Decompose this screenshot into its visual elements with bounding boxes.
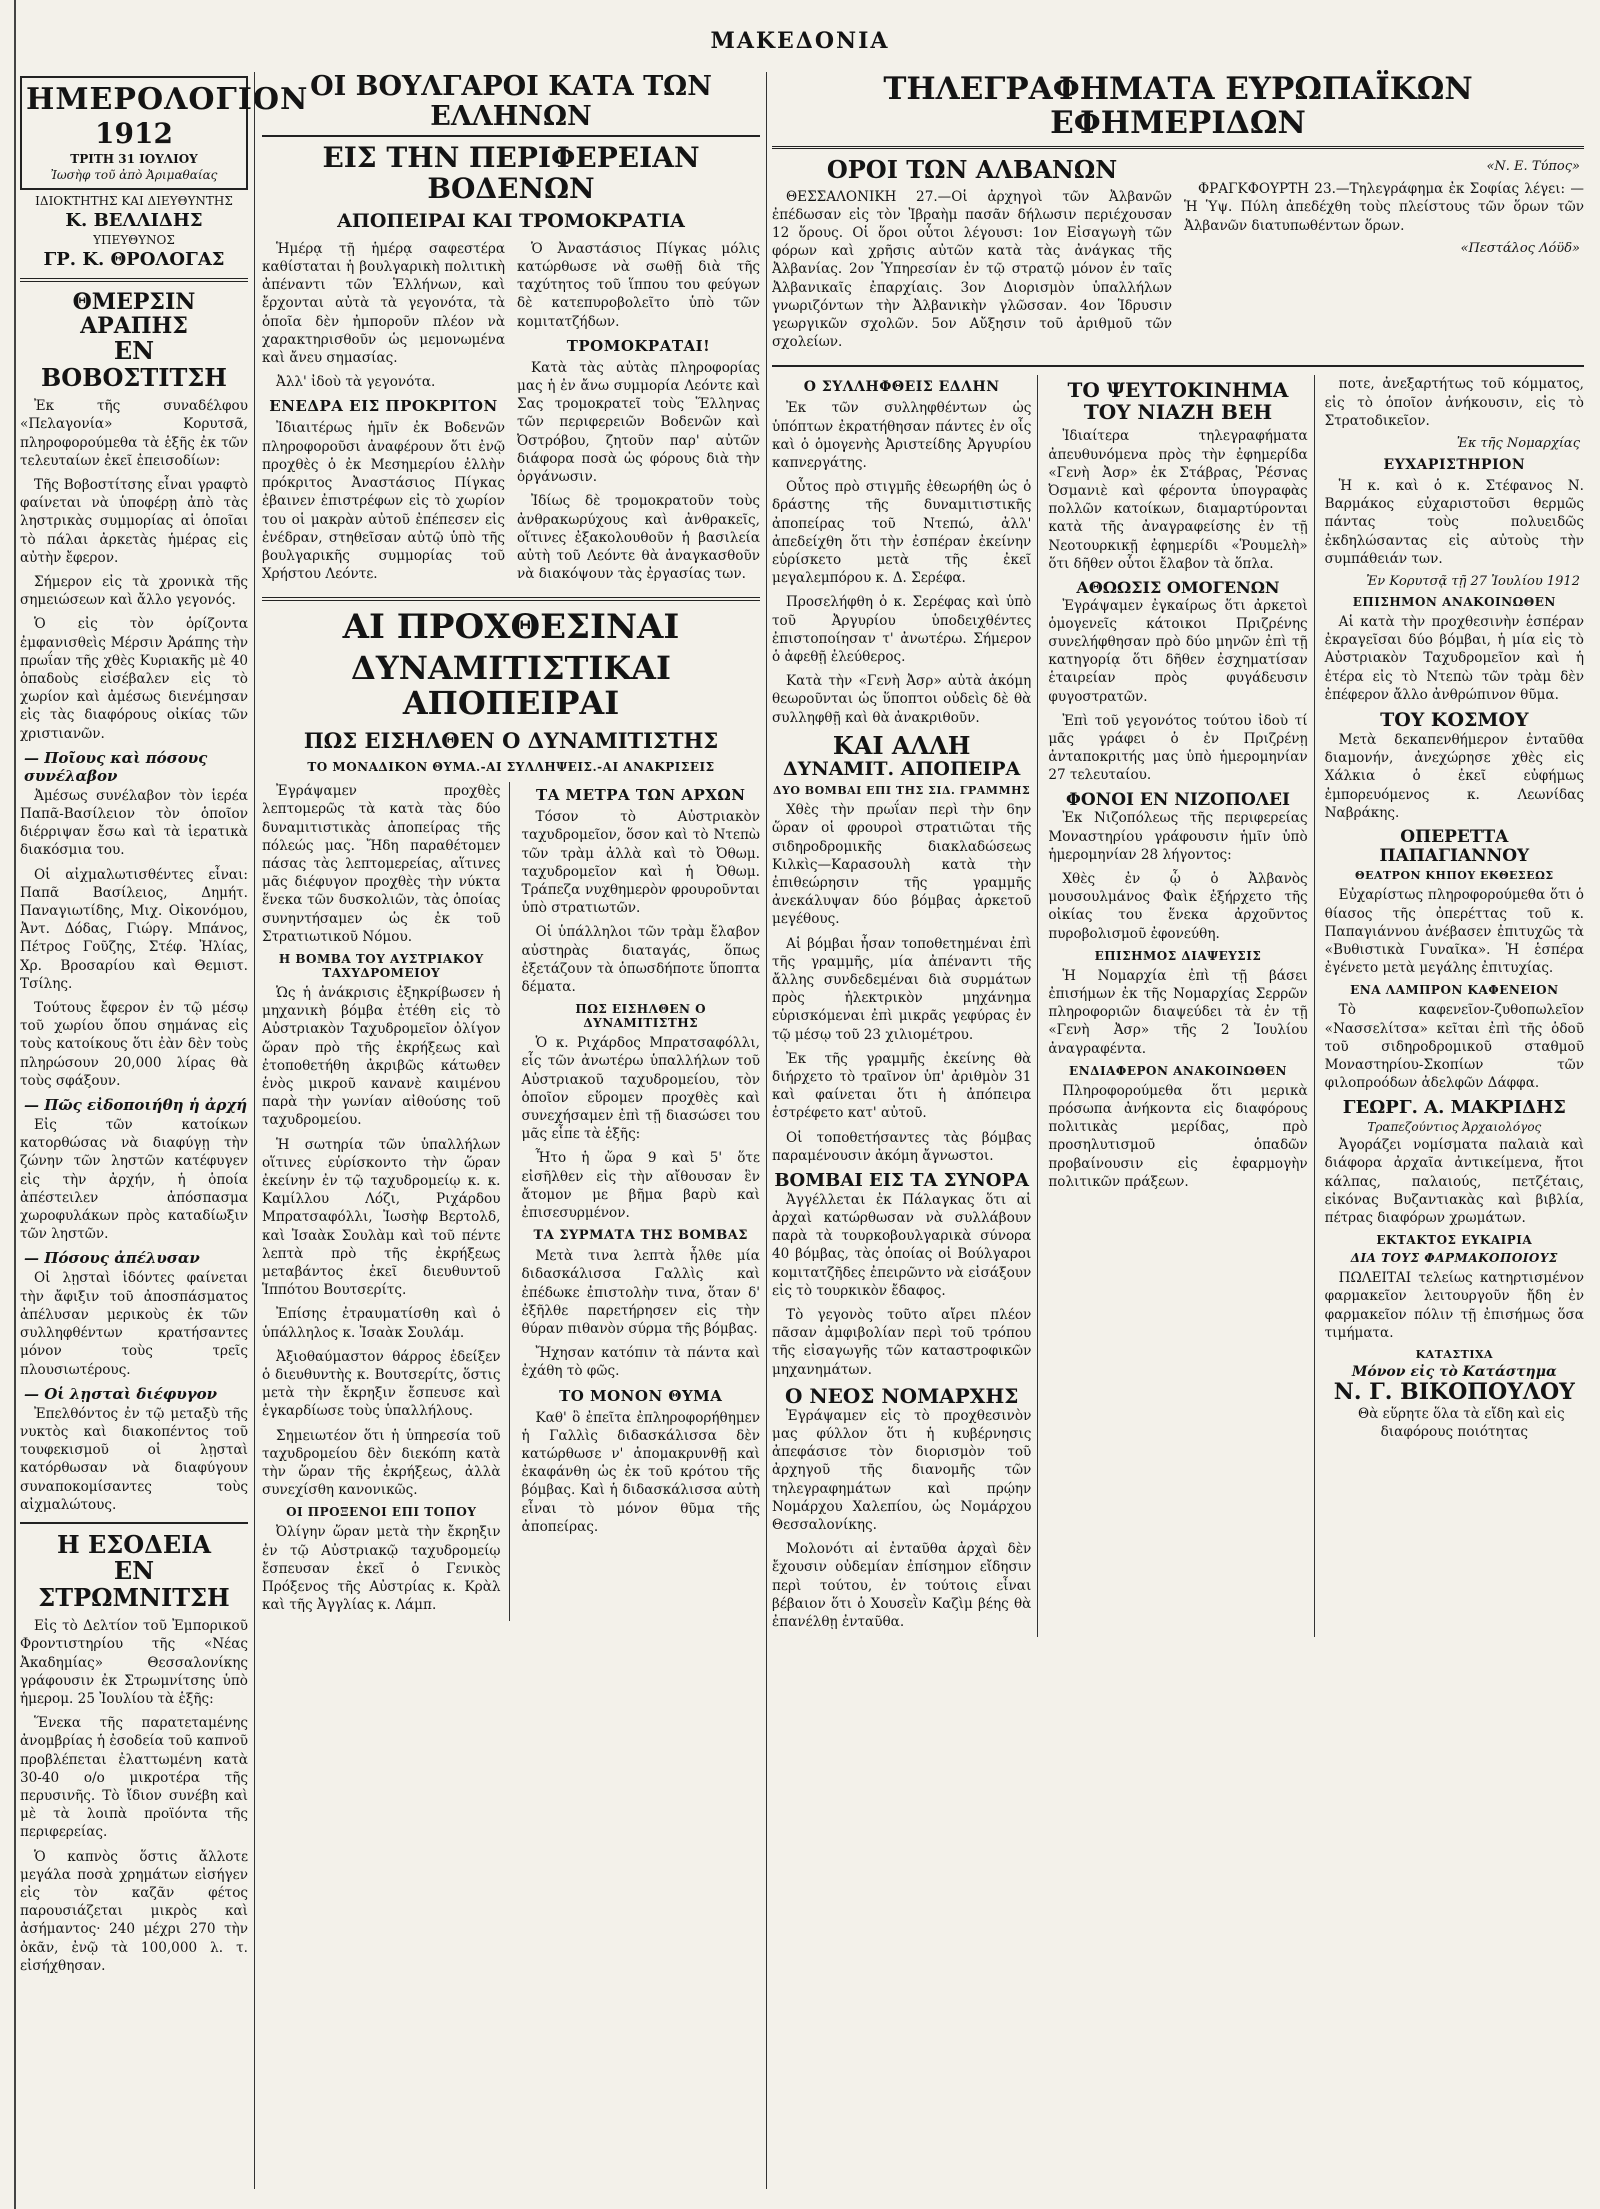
paragraph: Θὰ εὕρητε ὅλα τὰ εἴδη καὶ εἰς διαφόρους ποιότητας [1358,1405,1565,1440]
paragraph: Ὁ κ. Ριχάρδος Μπρατσαφόλλι, εἷς τῶν ἀνωτέρω ὑπαλλήλων τοῦ Αὐστριακοῦ ταχυδρομείου, τὸν ὁποῖον εὕρομεν προχθὲς καὶ συνεχήσαμεν ἐπὶ τῇ διασώσει του μᾶς εἶπε τὰ ἑξῆς: [521,1035,760,1143]
paragraph: Ἡμέρᾳ τῇ ἡμέρᾳ σαφεστέρα καθίσταται ἡ βουλγαρικὴ πολιτικὴ ἀπέναντι τῶν Ἑλλήνων, καὶ ἔρχονται αὐτὰ τὰ γεγονότα, τὰ ὁποῖα δὲν ἠμποροῦν πλέον νὰ χαρακτηρισθοῦν ὡς μεμονωμένα καὶ ἄνευ σημασίας. [262,240,505,367]
article-deck: ΔΥΟ ΒΟΜΒΑΙ ΕΠΙ ΤΗΣ ΣΙΔ. ΓΡΑΜΜΗΣ [772,784,1031,798]
section-heading: ΒΟΜΒΑΙ ΕΙΣ ΤΑ ΣΥΝΟΡΑ [774,1170,1029,1191]
subcolumn [1048,375,1314,1637]
editor-label: ΥΠΕΥΘΥΝΟΣ [93,233,175,247]
paragraph: Ἦτο ἡ ὥρα 9 καὶ 5' ὅτε εἰσῆλθεν εἰς τὴν αἴθουσαν ἓν ἄτομον με βῆμα βαρὺ καὶ ἐπισεσυρμένον. [521,1150,760,1222]
advert-heading: ΓΕΩΡΓ. Α. ΜΑΚΡΙΔΗΣ [1342,1097,1566,1119]
calendar-date: ΤΡΙΤΗ 31 ΙΟΥΛΙΟΥ [70,152,198,166]
paragraph: Μολονότι αἱ ἐνταῦθα ἀρχαὶ δὲν ἔχουσιν οὐδεμίαν ἐπίσημον εἴδησιν περὶ τούτου, ἐν τούτοις εἶναι βέβαιον ὅτι ὁ Χουσεῒν Καζὶμ βέης θὰ ἐπανέλθῃ ἐνταῦθα. [772,1541,1032,1631]
paragraph: Ἰδιαιτέρως ἡμῖν ἐκ Βοδενῶν πληροφοροῦσι ἀναφέρουν ὅτι ἐνῷ προχθὲς ὁ ἐκ Μεσημερίου ἐλλὴν πρόκριτος Ἀναστάσιος Πίγκας ἐβαινεν ἐπιστρέφων εἰς τὸ χωρίον του οἱ μακρὰν αὐτοῦ ἐπέπεσεν εἰς ἐνέδραν, στηθεῖσαν αὐτῷ ὑπὸ τῆς βουλγαρικῆς συμμορίας τοῦ Χρήστου Λεόντε. [262,420,505,583]
paragraph: Ἤχησαν κατόπιν τὰ πάντα καὶ ἐχάθη τὸ φῶς. [521,1345,760,1380]
article-headline: ΑΙ ΠΡΟΧΘΕΣΙΝΑΙ [342,607,680,648]
paragraph: Ἐκ Νιζοπόλεως τῆς περιφερείας Μοναστηρίου γράφουσιν ἡμῖν ὑπὸ ἡμερομηνίαν 28 λήγοντος: [1048,810,1308,863]
section-heading: ΕΝΕΔΡΑ ΕΙΣ ΠΡΟΚΡΙΤΟΝ [269,397,498,416]
paragraph: Κατὰ τὴν «Γενὴ Ἀσρ» αὐτὰ ἀκόμη θεωροῦνται ὡς ὕποπτοι οὐδεὶς δὲ θὰ συλληφθῇ καὶ θὰ ἀνακριθοῦν. [772,673,1032,726]
paragraph: Ἀγοράζει νομίσματα παλαιὰ καὶ διάφορα ἀρχαῖα ἀντικείμενα, ἤτοι κάλπας, παλαιούς, πετζέταις, εἰκόνας Βυζαντιακὰς καὶ βιβλία, πέτρας διαφόρων χρωμάτων. [1324,1137,1584,1226]
article-subheadline: ΑΠΟΠΕΙΡΑΙ ΚΑΙ ΤΡΟΜΟΚΡΑΤΙΑ [337,209,685,232]
editor-name: ΓΡ. Κ. ΘΡΟΛΟΓΑΣ [43,249,225,270]
paragraph: Τὸ καφενεῖον-ζυθοπωλεῖον «Νασσελίτσα» κεῖται ἐπὶ τῆς ὁδοῦ τοῦ σιδηροδρομικοῦ σταθμοῦ Μοναστηρίου-Σκοπίων τῶν φιλοπροόδων ἀδελφῶν Δάφφα. [1324,1002,1584,1092]
paragraph: Ἡ Νομαρχία ἐπὶ τῇ βάσει ἐπισήμων ἐκ τῆς Νομαρχίας Σερρῶν πληροφοριῶν διαψεύδει τὰ ἐν τῇ «Γενὴ Ἀσρ» τῆς 2 Ἰουλίου ἀναγραφέντα. [1048,967,1308,1057]
paragraph: Εὐχαρίστως πληροφορούμεθα ὅτι ὁ θίασος τῆς ὀπερέττας τοῦ κ. Παπαγιάννου ἀνέβασεν ἐπιτυχῶς τὰ «Βυθιστικὰ Γυναῖκα». Ἡ ἑσπέρα ἐγένετο μετὰ μεγάλης ἐπιτυχίας. [1324,887,1584,977]
paragraph: Ἐγράψαμεν προχθὲς λεπτομερῶς τὰ κατὰ τὰς δύο δυναμιτιστικὰς ἀποπείρας τῆς πόλεώς μας. Ἤδη παραθέτομεν πάσας τὰς λεπτομερείας, αἵτινες μᾶς διέφυγον προχθὲς τὴν νύκτα ἕνεκα τῶν δυσκολιῶν, τὰς ὁποίας συνηντήσαμεν ὡς ἐκ τοῦ Στρατιωτικοῦ Νόμου. [262,783,501,945]
calendar-box [20,76,309,190]
paragraph: Εἰς τῶν κατοίκων κατορθώσας νὰ διαφύγῃ τὴν ζώνην τῶν ληστῶν κατέφυγεν εἰς τὴν ἀρχήν, ἡ ὁποία ἀπέστειλεν ἀπόσπασμα χωροφυλάκων πρὸς καταδίωξιν τῶν ληστῶν. [20,1117,248,1243]
divider [262,597,760,601]
section-heading: ΕΠΙΣΗΜΟΝ ΑΝΑΚΟΙΝΩΘΕΝ [1352,595,1556,610]
paragraph: Ἀξιοθαύμαστον θάρρος ἐδείξεν ὁ διευθυντὴς κ. Βουτσερίτς, ὅστις μετὰ τὴν ἔκρηξιν ἔσπευσε καὶ ἐγκαρδίωσε τοὺς ὑπαλλήλους. [262,1348,501,1420]
page-edge [0,0,16,2209]
paragraph: Οἱ τοποθετήσαντες τὰς βόμβας παραμένουσιν ἀκόμη ἄγνωστοι. [772,1129,1032,1164]
paragraph: Τόσον τὸ Αὐστριακὸν ταχυδρομεῖον, ὅσον καὶ τὸ Ντεπὼ τῶν τρὰμ ἀλλὰ καὶ τὸ Ὀθωμ. ταχυδρομεῖον καὶ ἡ Ὀθωμ. Τράπεζα νυχθημερὸν φρουροῦνται ὑπὸ στρατιωτῶν. [521,809,760,917]
divider [20,1522,248,1524]
source-signature: «Ν. Ε. Τύπος» [1486,159,1580,175]
paragraph: ΘΕΣΣΑΛΟΝΙΚΗ 27.—Οἱ ἀρχηγοὶ τῶν Ἀλβανῶν ἐπέδωσαν εἰς τὸν Ἰβραὴμ πασᾶν δήλωσιν περιέχουσαν 12 ὅρους. Οἱ ὅροι οὗτοι λέγουσι: 1ον Εἰσαγωγὴ τῶν φόρων καὶ χρῆσις αὐτῶν κατὰ τὰς ἀνάγκας τῆς Ἀλβανίας. 2ον Ὑπηρεσίαν ἐν τῷ στρατῷ μόνον ἐν ταῖς Ἀλβανικαῖς ἐπαρχίαις. 3ον Διορισμὸν ὑπαλλήλων γνωριζόντων τὴν Ἀλβανικὴν γλῶσσαν. 4ον Ἱδρυσιν γεωργικῶν σχολῶν. 5ον Αὔξησιν τοῦ ἀριθμοῦ τῶν σχολείων. [772,188,1172,351]
article-subheadline: ΔΥΝΑΜΙΤ. ΑΠΟΠΕΙΡΑ [783,758,1021,781]
two-column-block [262,782,760,1620]
paragraph: Τῆς Βοβοστίτσης εἶναι γραφτὸ φαίνεται νὰ ὑποφέρῃ ἀπὸ τὰς ληστρικὰς συμμορίας αἱ ὁποῖαι τὸ πάλαι ἀρκετὰς ἡμέρας εἰς αὐτὴν ἔφερον. [20,476,248,566]
lower-columns [772,375,1584,1637]
section-subhead: — Ποῖους καὶ πόσους συνέλαβον [24,748,208,785]
section-subheading: ΘΕΑΤΡΟΝ ΚΗΠΟΥ ΕΚΘΕΣΕΩΣ [1354,869,1554,883]
article-subheadline: ΕΙΣ ΤΗΝ ΠΕΡΙΦΕΡΕΙΑΝ ΒΟΔΕΝΩΝ [322,141,700,206]
calendar-saint: Ἰωσὴφ τοῦ ἀπὸ Ἀριμαθαίας [50,168,218,182]
paragraph: Ἐκ τῶν συλληφθέντων ὡς ὑπόπτων ἐκρατήθησαν πάντες ἐν οἷς καὶ ὁ ὁμογενὴς Ἀριστείδης Ἀργυρίου καπνεργάτης. [772,400,1032,472]
section-subhead: — Πῶς εἰδοποιήθη ἡ ἀρχή [24,1096,248,1115]
section-heading: ΕΠΙΣΗΜΟΣ ΔΙΑΨΕΥΣΙΣ [1094,948,1262,963]
paragraph: Ὁ Ἀναστάσιος Πίγκας μόλις κατώρθωσε νὰ σωθῇ διὰ τῆς ταχύτητος τοῦ ἵππου του φεύγων δὲ κατεπυροβολεῖτο ὑπὸ τῶν κομιτατζήδων. [517,240,760,330]
paragraph: Ἡ σωτηρία τῶν ὑπαλλήλων οἵτινες εὑρίσκοντο τὴν ὥραν ἐκείνην ἐν τῷ ταχυδρομείῳ κ. κ. Καμίλλου Λόζι, Ριχάρδου Μπρατσαφόλλι, Ἰωσὴφ Βερτολδ, καὶ Ἰσαὰκ Σουλὰμ καὶ τοῦ πέντε λεπτὰ πρὸ τῆς ἐκρήξεως μεταβάντος ἐκεῖ διευθυντοῦ Ἱππότου Βουτσερίτς. [262,1136,501,1299]
subcolumn [772,375,1038,1637]
paragraph: Ἰδίως δὲ τρομοκρατοῦν τοὺς ἀνθρακωρύχους καὶ ἀνθρακεῖς, οἵτινες ἐξακολουθοῦν ἡ βασιλεία αὐτὴ τοῦ Λεόντε θὰ ἀναγκασθοῦν νὰ διακόψουν τὰς ἐργασίας των. [517,493,760,583]
paragraph: Ἡ κ. καὶ ὁ κ. Στέφανος Ν. Βαρμάκος εὐχαριστοῦσι θερμῶς πάντας τοὺς πολυειδῶς ἐκδηλώσαντας εἰς αὐτοὺς τὴν συμπάθειάν των. [1324,478,1584,567]
paragraph: Πληροφορούμεθα ὅτι μερικὰ πρόσωπα ἀνήκοντα εἰς διαφόρους πολιτικὰς μερίδας, πρὸ προσηλυτισμοῦ ὁπαδῶν προβαίνουσιν εἰς ἐφαρμογὴν πολιτικῶν πράξεων. [1048,1082,1308,1190]
calendar-title: ΗΜΕΡΟΛΟΓΙΟΝ [26,82,309,117]
section-heading: ΕΝΔΙΑΦΕΡΟΝ ΑΝΑΚΟΙΝΩΘΕΝ [1069,1063,1287,1078]
paragraph: Ἐγράψαμεν εἰς τὸ προχθεσινὸν μας φύλλον ὅτι ἡ κυβέρνησις ἀπεφάσισε τὸν διορισμὸν τοῦ ἀρχηγοῦ τῆς διανομῆς τῶν τηλεγραφημάτων καὶ πρῴην Νομάρχου Χαλεπίου, ὡς Νομάρχου Θεσσαλονίκης. [772,1407,1032,1534]
article-headline: ΟΙ ΒΟΥΛΓΑΡΟΙ ΚΑΤΑ ΤΩΝ ΕΛΛΗΝΩΝ [262,72,760,137]
paragraph: Ὀλίγην ὥραν μετὰ τὴν ἔκρηξιν ἐν τῷ Αὐστριακῷ ταχυδρομείῳ ἔσπευσαν ἐκεῖ ὁ Γενικὸς Πρόξενος τῆς Αὐστρίας κ. Κρὰλ καὶ τῆς Ἀγγλίας κ. Λάμπ. [262,1524,501,1614]
column-1 [20,72,309,2189]
article-deck: ΤΟ ΜΟΝΑΔΙΚΟΝ ΘΥΜΑ.-ΑΙ ΣΥΛΛΗΨΕΙΣ.-ΑΙ ΑΝΑΚΡΙΣΕΙΣ [307,760,715,775]
article-headline: ΚΑΙ ΑΛΛΗ [832,730,971,760]
paragraph: Σήμερον εἰς τὰ χρονικὰ τῆς σημειώσεων καὶ ἄλλο γεγονός. [20,573,248,609]
masthead: ΜΑΚΕΔΟΝΙΑ [710,28,890,54]
paragraph: Τὸ γεγονὸς τοῦτο αἴρει πλέον πᾶσαν ἀμφιβολίαν περὶ τοῦ τρόπου τῆς εἰσαγωγῆς τῶν καταστροφικῶν μηχανημάτων. [772,1307,1032,1378]
subcolumn [772,157,1172,357]
paragraph: Ὁ καπνὸς ὅστις ἄλλοτε μεγάλα ποσὰ χρημάτων εἰσήγεν εἰς τὸν καζᾶν φέτος παρουσιάζεται μικρὸς καὶ ἀσήμαντος· 240 μέχρι 270 τὴν ὀκᾶν, ἐνῷ τὰ 100,000 λ. τ. εἰσήχθησαν. [20,1848,248,1974]
paragraph: Ἐκ τῆς γραμμῆς ἐκείνης θὰ διήρχετο τὸ τραῖνον ὑπ' ἀριθμὸν 31 καὶ φαίνεται ὅτι ἡ ἀπόπειρα ἐστρέφετο κατ' αὐτοῦ. [772,1050,1032,1122]
advert-heading: ΕΚΤΑΚΤΟΣ ΕΥΚΑΙΡΙΑ [1376,1233,1533,1248]
paragraph: Τούτους ἔφερον ἐν τῷ μέσῳ τοῦ χωρίου ὅπου σημάνας εἰς τοὺς κατοίκους ὅτι ἐὰν δὲν τοὺς πληρώσουν 20,000 λίρας θὰ τοὺς σφάξουν. [20,1000,248,1089]
paragraph: Εἰς τὸ Δελτίον τοῦ Ἐμπορικοῦ Φροντιστηρίου τῆς «Νέας Ἀκαδημίας» Θεσσαλονίκης γράφουσιν ἐκ Στρωμνίτσης ὑπὸ ἡμερομ. 25 Ἰουλίου τὰ ἑξῆς: [20,1618,248,1707]
owner-name: Κ. ΒΕΛΛΙΔΗΣ [65,210,203,231]
paragraph: Χθὲς τὴν πρωΐαν περὶ τὴν 6ην ὥραν οἱ φρουροὶ στρατιῶται τῆς σιδηροδρομικῆς διακλαδώσεως Κιλκὶς—Καρασουλὴ κατὰ τὴν ἐπιθεώρησιν τῆς γραμμῆς ἀνεκάλυψαν δύο βόμβας ἀρκετοῦ μεγέθους. [772,802,1032,928]
paragraph: Αἱ βόμβαι ἦσαν τοποθετημέναι ἐπὶ τῆς γραμμῆς, μία ἀπέναντι τῆς ἄλλης συνδεδεμέναι διὰ συρμάτων πρὸς ἠλεκτρικὸν μηχάνημα εὑρισκόμεναι ἐπὶ μικρᾶς γεφύρας ἐν τῷ μέσῳ τοῦ 23 χιλιομέτρου. [772,935,1032,1043]
section-subhead: — Οἱ λῃσταὶ διέφυγον [24,1384,218,1403]
paragraph: Ὁ εἰς τὸν ὁρίζοντα ἐμφανισθεὶς Μέρσιν Ἀράπης τὴν πρωΐαν τῆς χθὲς Κυριακῆς μὲ 40 ὁπαδοὺς εἰσέβαλεν εἰς τὸ χωρίον καὶ ἀμέσως διενέμησαν εἰς τὰς διαφόρους οἰκίας τῶν χριστιανῶν. [20,616,248,742]
subcolumn [1325,375,1584,1637]
two-column-block [262,240,760,589]
paragraph: Ἐγράψαμεν ἐγκαίρως ὅτι ἀρκετοὶ ὁμογενεῖς κάτοικοι Πριζρένης συνελήφθησαν πρὸ δύο μηνῶν ἐπὶ τῇ κατηγορίᾳ ὅτι δῆθεν ἐσχηματίσαν ἑταιρείαν πρὸς φυγάδευσιν φυγοστρατῶν. [1048,597,1308,705]
paragraph: Ἀγγέλλεται ἐκ Πάλαγκας ὅτι αἱ ἀρχαὶ κατώρθωσαν νὰ συλλάβουν παρὰ τὰ τουρκοβουλγαρικὰ σύνορα 40 βόμβας, τὰς ὁποίας οἱ Βούλγαροι κομιτατζῆδες ἐπειρῶντο νὰ εἰσάξουν εἰς τὸ τουρκικὸν ἔδαφος. [772,1191,1032,1299]
paragraph: Ἕνεκα τῆς παρατεταμένης ἀνομβρίας ἡ ἐσοδεία τοῦ καπνοῦ προβλέπεται ἐλαττωμένη κατὰ 30-40 ο/ο μικροτέρα τῆς περυσινῆς. Τὸ ἴδιον συνέβη καὶ μὲ τὰ λοιπὰ προϊόντα τῆς περιφερείας. [20,1715,248,1841]
paragraph: Ἐπελθόντος ἐν τῷ μεταξὺ τῆς νυκτὸς καὶ διακοπέντος τοῦ τουφεκισμοῦ οἱ λῃσταὶ κατόρθωσαν νὰ διαφύγουν συναποκομίσαντες τοὺς αἰχμαλώτους. [20,1405,248,1513]
divider [20,278,248,282]
paragraph: Προσελήφθη ὁ κ. Σερέφας καὶ ὑπὸ τοῦ Ἀργυρίου ὑποδειχθέντες ἐπιστοποίησαν τ' ἀνωτέρω. Σήμερον ὁ ἀφεθῇ ἐλεύθερος. [772,594,1032,666]
column-2 [262,72,760,2189]
advert-subheading: Τραπεζούντιος Ἀρχαιολόγος [1367,1120,1542,1135]
section-heading: ΦΟΝΟΙ ΕΝ ΝΙΖΟΠΟΛΕΙ [1066,789,1290,810]
telegram-block [772,157,1584,357]
advert-label: ΚΑΤΑΣΤΙΧΑ [1415,1347,1494,1361]
section-heading: Η ΒΟΜΒΑ ΤΟΥ ΑΥΣΤΡΙΑΚΟΥ ΤΑΧΥΔΡΟΜΕΙΟΥ [278,952,484,980]
section-heading: Ο ΣΥΛΛΗΦΘΕΙΣ ΕΔΛΗΝ [803,379,1000,396]
article-subheadline: ΤΟΥ ΝΙΑΖΗ ΒΕΗ [1083,400,1273,425]
calendar-year: 1912 [95,117,173,150]
paragraph: Ἐπὶ τοῦ γεγονότος τούτου ἰδοὺ τί μᾶς γράφει ὁ ἐν Πριζρένῃ ἀνταποκριτής μας ὑπὸ ἡμερομηνίαν 27 τελευταίου. [1048,712,1308,784]
section-heading: ΤΑ ΜΕΤΡΑ ΤΩΝ ΑΡΧΩΝ [536,786,746,805]
paragraph: Ἀλλ' ἰδοὺ τὰ γεγονότα. [276,374,436,391]
source-signature: «Πεστάλος Λόϋδ» [1460,240,1580,256]
section-heading: ΤΑ ΣΥΡΜΑΤΑ ΤΗΣ ΒΟΜΒΑΣ [533,1228,748,1244]
article-headline: ΤΗΛΕΓΡΑΦΗΜΑΤΑ ΕΥΡΩΠΑΪΚΩΝ ΕΦΗΜΕΡΙΔΩΝ [772,72,1584,149]
article-headline: Η ΕΣΟΔΕΙΑ [57,1529,211,1559]
section-heading: ΑΘΩΩΣΙΣ ΟΜΟΓΕΝΩΝ [1076,578,1280,598]
paragraph: Οὗτος πρὸ στιγμῆς ἐθεωρήθη ὡς ὁ δράστης τῆς δυναμιτιστικῆς ἀποπείρας τοῦ Ντεπώ, ἀλλ' ἀπεδείχθη ὅτι τὴν ἐσπέραν ἐκείνην εὑρίσκετο μετὰ τῆς ἐκεῖ μεγαλεμπόρου κ. Δ. Σερέφα. [772,479,1032,587]
subcolumn [262,782,510,1620]
advert-heading: Ν. Γ. ΒΙΚΟΠΟΥΛΟΥ [1333,1379,1575,1406]
subcolumn [522,782,761,1620]
advert-heading: Μόνον εἰς τὸ Κατάστημα [1351,1363,1557,1380]
article-headline: ΘΜΕΡΣΙΝ ΑΡΑΠΗΣ [72,289,196,340]
column-3 [772,72,1584,2189]
section-subhead: — Πόσους ἀπέλυσαν [24,1249,200,1268]
paragraph: Ἀμέσως συνέλαβον τὸν ἱερέα Παπᾶ-Βασίλειον τὸν ὁποῖον διέρριψαν ἔσω καὶ τὰ ἱερατικὰ διακόσμια του. [20,787,248,859]
section-heading: ΟΠΕΡΕΤΤΑ ΠΑΠΑΓΙΑΝΝΟΥ [1379,826,1530,866]
article-headline: ΤΟ ΨΕΥΤΟΚΙΝΗΜΑ [1067,378,1289,403]
paragraph: Ἰδιαίτερα τηλεγραφήματα ἀπευθυνόμενα πρὸς τὴν ἐφημερίδα «Γενὴ Ἀσρ» ἐκ Στάβρας, Ῥέσνας Ὀσμανιὲ καὶ φέροντα ὑπογραφὰς πολλῶν κατοίκων, διαμαρτύρονται κατὰ τῆς ἀναγραφείσης ἐν τῇ Νεοτουρκικῇ ἐφημερίδι «Ῥουμελὴ» ὅτι δῆθεν οὗτοι ἔλαβον τὰ ὅπλα. [1048,428,1308,572]
article-subheadline: ΠΩΣ ΕΙΣΗΛΘΕΝ Ο ΔΥΝΑΜΙΤΙΣΤΗΣ [303,728,719,754]
advert-subheading: ΔΙΑ ΤΟΥΣ ΦΑΡΜΑΚΟΠΟΙΟΥΣ [1350,1251,1558,1266]
paragraph: Μετὰ τινα λεπτὰ ἦλθε μία διδασκάλισσα Γαλλὶς καὶ ἐπέδωκε ἐπιστολὴν τινα, ὅταν δ' ἐξῆλθε παρετήρησεν εἰς τὴν θύραν πιθανὸν σύρμα τῆς βόμβας. [521,1248,760,1338]
paragraph: Ὡς ἡ ἀνάκρισις ἐξηκρίβωσεν ἡ μηχανικὴ βόμβα ἐτέθη εἰς τὸ Αὐστριακὸν Ταχυδρομεῖον ὀλίγον ὥραν πρὸ τῆς ἐκρήξεως καὶ ἐτοποθετήθη ἀκριβῶς κάτωθεν ἑνὸς μικροῦ κανανὲ καιμένου παρὰ τὴν γωνίαν αἰθούσης τοῦ ταχυδρομείου. [262,985,501,1129]
section-heading: ΠΩΣ ΕΙΣΗΛΘΕΝ Ο ΔΥΝΑΜΙΤΙΣΤΗΣ [575,1002,707,1031]
paragraph: Οἱ ὑπάλληλοι τῶν τρὰμ ἔλαβον αὐστηρὰς διαταγάς, ὅπως ἐξετάζουν τὰ ὁπωσδήποτε ὕποπτα δέματα. [521,924,760,995]
paragraph: ΠΩΛΕΙΤΑΙ τελείως κατηρτισμένον φαρμακεῖον λειτουργοῦν ἤδη ἐν φαρμακεῖον πόλιν τῇ ἐπισήμως ὅσα τιμήματα. [1324,1270,1584,1341]
section-heading: ΟΡΟΙ ΤΩΝ ΑΛΒΑΝΩΝ [826,155,1118,185]
section-heading: ΤΡΟΜΟΚΡΑΤΑΙ! [566,336,711,355]
paragraph: Ἐπίσης ἐτραυματίσθη καὶ ὁ ὑπάλληλος κ. Ἰσαὰκ Σουλάμ. [262,1306,501,1341]
section-heading: ΤΟ ΜΟΝΟΝ ΘΥΜΑ [559,1386,723,1405]
paragraph: Καθ' ὃ ἐπεῖτα ἐπληροφορήθημεν ἡ Γαλλὶς διδασκάλισσα δὲν κατώρθωσε ν' ἀπομακρυνθῇ καὶ ἐκαφάνθη ὡς ἐκ τοῦ κρότου τῆς βόμβας. Καὶ ἡ διδασκάλισσα αὐτὴ εἶναι τὸ μόνον θῦμα τῆς ἀποπείρας. [521,1409,760,1535]
section-heading: ΤΟΥ ΚΟΣΜΟΥ [1380,709,1529,732]
section-heading: ΟΙ ΠΡΟΞΕΝΟΙ ΕΠΙ ΤΟΠΟΥ [286,1505,477,1520]
subcolumn [517,240,760,589]
section-heading: Ο ΝΕΟΣ ΝΟΜΑΡΧΗΣ [784,1383,1019,1408]
paragraph: Οἱ λῃσταὶ ἰδόντες φαίνεται τὴν ἄφιξιν τοῦ ἀποσπάσματος ἀπέλυσαν μερικοὺς ἐκ τῶν συλληφθέντων κρατήσαντες μόνον τοὺς τρεῖς πλουσιωτέρους. [20,1270,248,1378]
column-rule [254,72,255,2189]
column-rule [766,72,767,2189]
divider [772,365,1584,367]
paragraph: Οἱ αἰχμαλωτισθέντες εἶναι: Παπᾶ Βασίλειος, Δημήτ. Παναγιωτίδης, Μιχ. Οἰκονόμου, Ἀντ. Δόδας, Γιώργ. Μπάνος, Πέτρος Γοῦζης, Στέφ. Ἠλίας, Χρ. Βροσαρίου καὶ Θεμιστ. Τσίλης. [20,866,248,992]
subcolumn [262,240,505,589]
paragraph: Χθὲς ἐν ᾧ ὁ Ἀλβανὸς μουσουλμάνος Φαὶκ ἐξήρχετο τῆς οἰκίας του ἕνεκα ἀρχοῦντος πυροβολισμοῦ ἐφονεύθη. [1048,870,1308,942]
paragraph: Αἱ κατὰ τὴν προχθεσινὴν ἑσπέραν ἐκραγεῖσαι δύο βόμβαι, ἡ μία εἰς τὸ Αὐστριακὸν Ταχυδρομεῖον καὶ ἡ ἑτέρα εἰς τὸ Ντεπὼ τῶν τρὰμ δὲν ἐπέφερον ἄλλο ἀνθρώπινον θῦμα. [1324,614,1584,703]
paragraph: ποτε, ἀνεξαρτήτως τοῦ κόμματος, εἰς τὸ ὁποῖον ἀνήκουσιν, εἰς τὸ Στρατοδικεῖον. [1324,376,1584,429]
source-signature: Ἐκ τῆς Νομαρχίας [1456,436,1580,452]
paragraph: Σημειωτέον ὅτι ἡ ὑπηρεσία τοῦ ταχυδρομείου δὲν διεκόπη κατὰ τὴν ὥραν τῆς ἐκρήξεως, ἀλλὰ συνεχίσθη κανονικῶς. [262,1427,501,1499]
paragraph: ΦΡΑΓΚΦΟΥΡΤΗ 23.—Τηλεγράφημα ἐκ Σοφίας λέγει: — Ἡ Ὑψ. Πύλη ἀπεδέχθη τοὺς πλείστους τῶν ὅρων τῶν Ἀλβανῶν διατυπωθέντων ὅρων. [1184,181,1584,234]
article-headline: ΔΥΝΑΜΙΤΙΣΤΙΚΑΙ ΑΠΟΠΕΙΡΑΙ [351,648,671,722]
article-subheadline: ΕΝ ΒΟΒΟΣΤΙΤΣΗ [41,336,227,392]
paragraph: Ἐκ τῆς συναδέλφου «Πελαγονία» Κορυτσᾶ, πληροφορούμεθα τὰ ἑξῆς ἐκ τῶν τελευταίων ἐκεῖ ἐπεισοδίων: [20,398,248,469]
paragraph: Κατὰ τὰς αὐτὰς πληροφορίας μας ἡ ἐν ἄνω συμμορία Λεόντε καὶ Σας τρομοκρατεῖ τοὺς Ἕλληνας τῶν περιφερειῶν Βοδενῶν καὶ Ὀστρόβου, ζητοῦν παρ' αὐτῶν διάφορα ποσὰ ὡς φόρους διὰ τὴν ὀργάνωσιν. [517,359,760,486]
source-signature: Ἐν Κορυτσᾷ τῇ 27 Ἰουλίου 1912 [1366,574,1580,590]
section-heading: ΕΝΑ ΛΑΜΠΡΟΝ ΚΑΦΕΝΕΙΟΝ [1350,983,1559,998]
owner-label: ΙΔΙΟΚΤΗΤΗΣ ΚΑΙ ΔΙΕΥΘΥΝΤΗΣ [35,194,233,208]
article-subheadline: ΕΝ ΣΤΡΩΜΝΙΤΣΗ [38,1556,230,1612]
paragraph: Μετὰ δεκαπενθήμερον ἐνταῦθα διαμονήν, ἀνεχώρησε χθὲς εἰς Χάλκια ὁ ἐκεῖ εὐφήμως ἐμπορευόμενος κ. Λεωνίδας Ναβράκης. [1324,731,1584,821]
section-heading: ΕΥΧΑΡΙΣΤΗΡΙΟΝ [1383,457,1526,474]
subcolumn [1184,157,1584,357]
